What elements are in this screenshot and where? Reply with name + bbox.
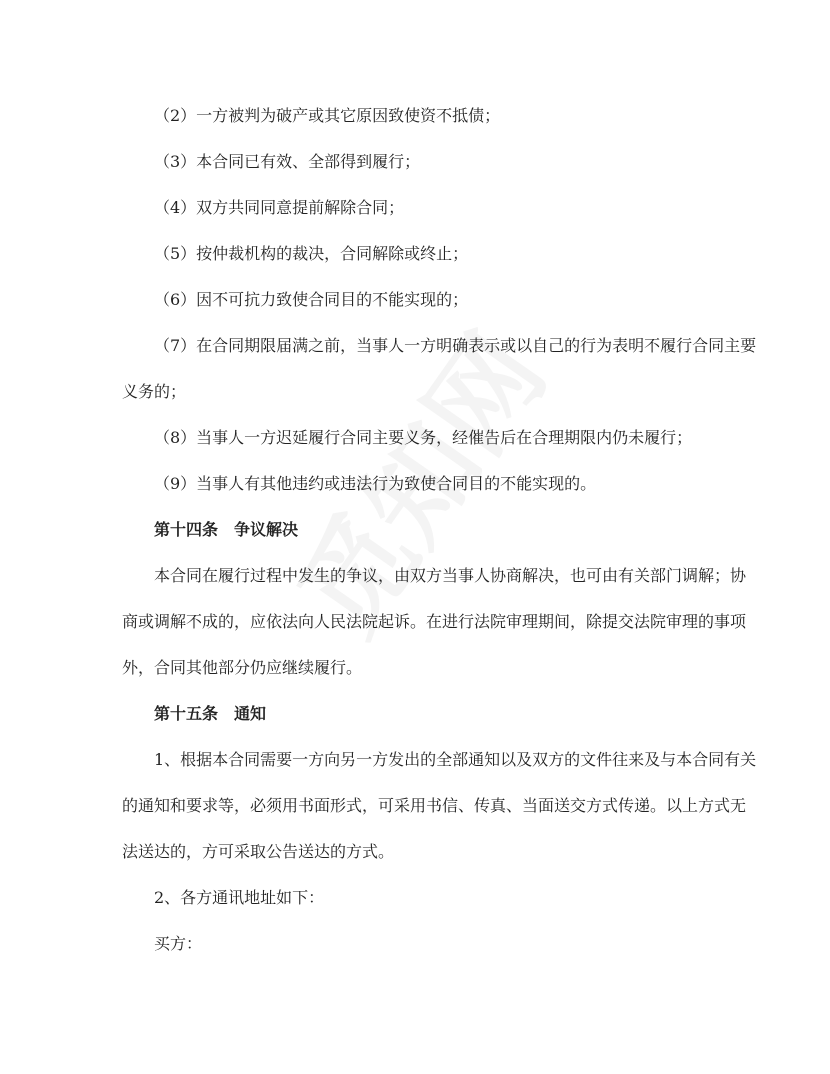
text-line: 买方： xyxy=(154,934,203,953)
text-line: 商或调解不成的，应依法向人民法院起诉。在进行法院审理期间，除提交法院审理的事项 xyxy=(122,612,747,631)
text-line: （8）当事人一方迟延履行合同主要义务，经催告后在合理期限内仍未履行； xyxy=(154,428,693,447)
text-line: 法送达的，方可采取公告送达的方式。 xyxy=(122,842,395,861)
section-heading: 第十五条 通知 xyxy=(154,704,267,723)
text-line: 外，合同其他部分仍应继续履行。 xyxy=(122,658,363,677)
text-line: （6）因不可抗力致使合同目的不能实现的； xyxy=(154,290,469,309)
text-line: （2）一方被判为破产或其它原因致使资不抵债； xyxy=(154,106,501,125)
text-line: （5）按仲裁机构的裁决，合同解除或终止； xyxy=(154,244,469,263)
text-line: 1、根据本合同需要一方向另一方发出的全部通知以及双方的文件往来及与本合同有关 xyxy=(154,750,757,769)
text-line: （4）双方共同同意提前解除合同； xyxy=(154,198,405,217)
text-line: 的通知和要求等，必须用书面形式，可采用书信、传真、当面送交方式传递。以上方式无 xyxy=(122,796,747,815)
text-line: 义务的； xyxy=(122,382,187,401)
text-line: （7）在合同期限届满之前，当事人一方明确表示或以自己的行为表明不履行合同主要 xyxy=(154,336,757,355)
section-heading: 第十四条 争议解决 xyxy=(154,520,299,539)
text-line: （9）当事人有其他违约或违法行为致使合同目的不能实现的。 xyxy=(154,474,597,493)
text-line: 本合同在履行过程中发生的争议，由双方当事人协商解决，也可由有关部门调解；协 xyxy=(154,566,747,585)
document-page xyxy=(122,93,757,967)
text-line: 2、各方通讯地址如下： xyxy=(154,888,325,907)
text-line: （3）本合同已有效、全部得到履行； xyxy=(154,152,421,171)
